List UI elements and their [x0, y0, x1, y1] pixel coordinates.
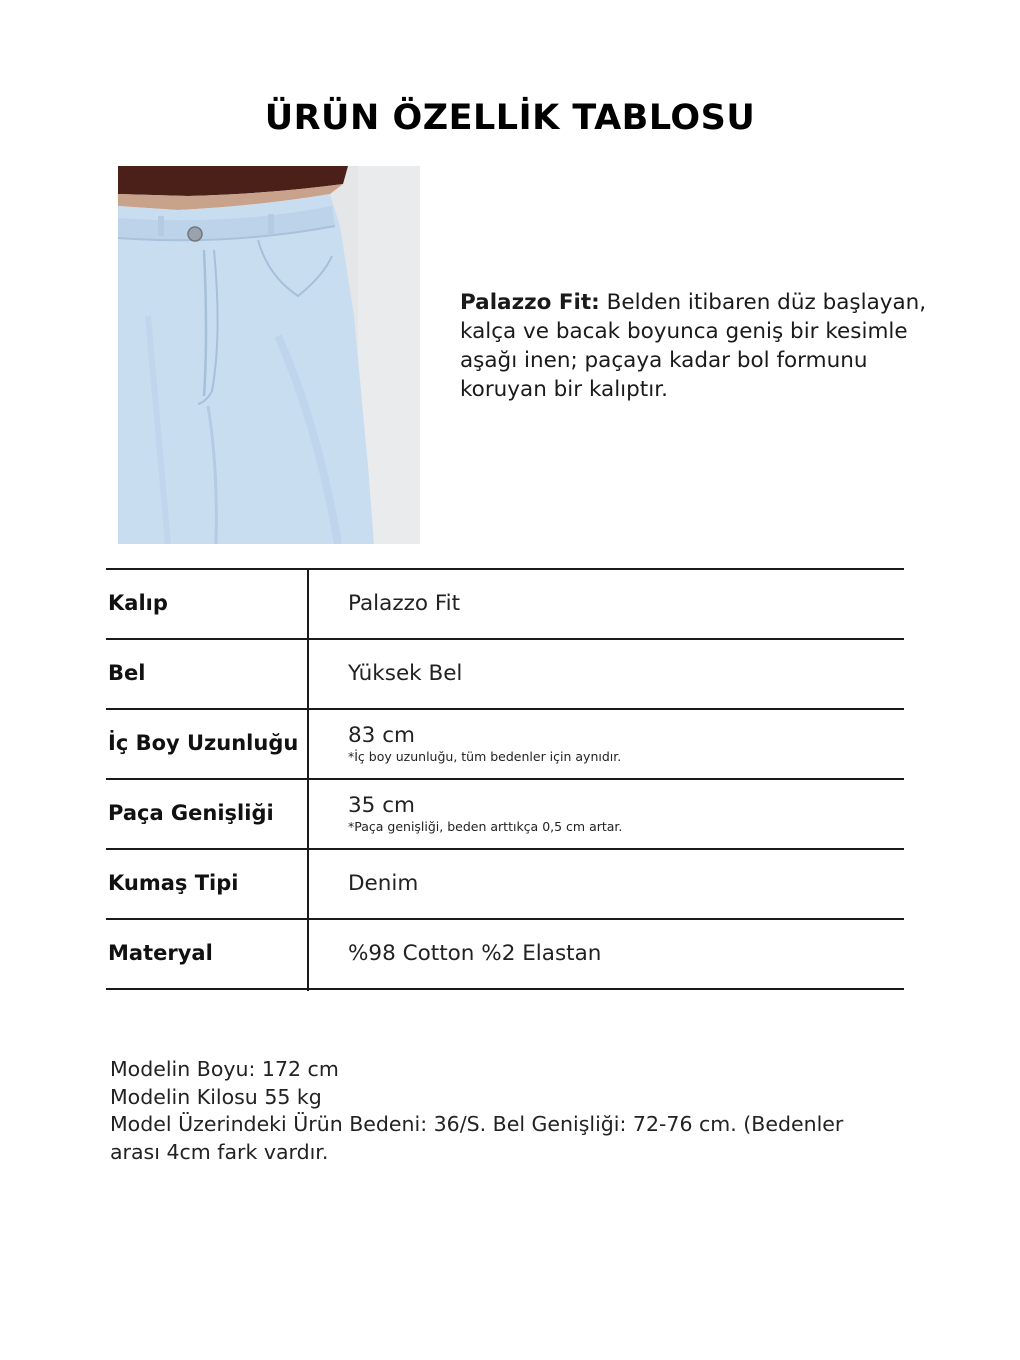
spec-note: *Paça genişliği, beden arttıkça 0,5 cm artar.: [348, 818, 623, 834]
spec-value-cell: [348, 848, 888, 918]
spec-value: Denim: [348, 870, 419, 896]
spec-label: Kalıp: [108, 591, 168, 615]
spec-value: Palazzo Fit: [348, 590, 461, 616]
spec-label: Bel: [108, 661, 146, 685]
spec-value-cell: [348, 568, 888, 638]
spec-label: Kumaş Tipi: [108, 871, 239, 895]
fit-description-lead: Palazzo Fit:: [460, 290, 600, 315]
page-title: ÜRÜN ÖZELLİK TABLOSU: [264, 98, 756, 138]
spec-label: Materyal: [108, 941, 213, 965]
model-info: [110, 1056, 910, 1166]
model-size-line: Model Üzerindeki Ürün Bedeni: 36/S. Bel Genişliği: 72-76 cm. (Bedenler: [110, 1112, 844, 1136]
table-row: [106, 568, 904, 638]
spec-note: *İç boy uzunluğu, tüm bedenler için aynıdır.: [348, 748, 622, 764]
model-height: Modelin Boyu: 172 cm: [110, 1057, 339, 1081]
table-row: [106, 778, 904, 848]
table-row: [106, 848, 904, 918]
model-weight: Modelin Kilosu 55 kg: [110, 1084, 322, 1109]
fit-description-text: Belden itibaren düz başlayan, kalça ve bacak boyunca geniş bir kesimle aşağı inen; paçaya kadar bol formunu koruyan bir kalıptır.: [460, 290, 927, 402]
spec-value: Yüksek Bel: [348, 660, 463, 686]
spec-value: %98 Cotton %2 Elastan: [348, 940, 602, 966]
table-divider: [106, 988, 904, 990]
spec-value: 35 cm: [348, 792, 415, 818]
spec-label: Paça Genişliği: [108, 801, 274, 825]
product-photo: [118, 166, 420, 544]
model-size-line: arası 4cm fark vardır.: [110, 1139, 329, 1164]
spec-value-cell: [348, 638, 888, 708]
table-row: [106, 918, 904, 988]
table-row: [106, 638, 904, 708]
table-row: [106, 708, 904, 778]
spec-value-cell: [348, 778, 888, 848]
spec-value: 83 cm: [348, 722, 415, 748]
fit-description: [460, 288, 940, 404]
spec-value-cell: [348, 708, 888, 778]
spec-label: İç Boy Uzunluğu: [108, 731, 299, 755]
spec-value-cell: [348, 918, 888, 988]
